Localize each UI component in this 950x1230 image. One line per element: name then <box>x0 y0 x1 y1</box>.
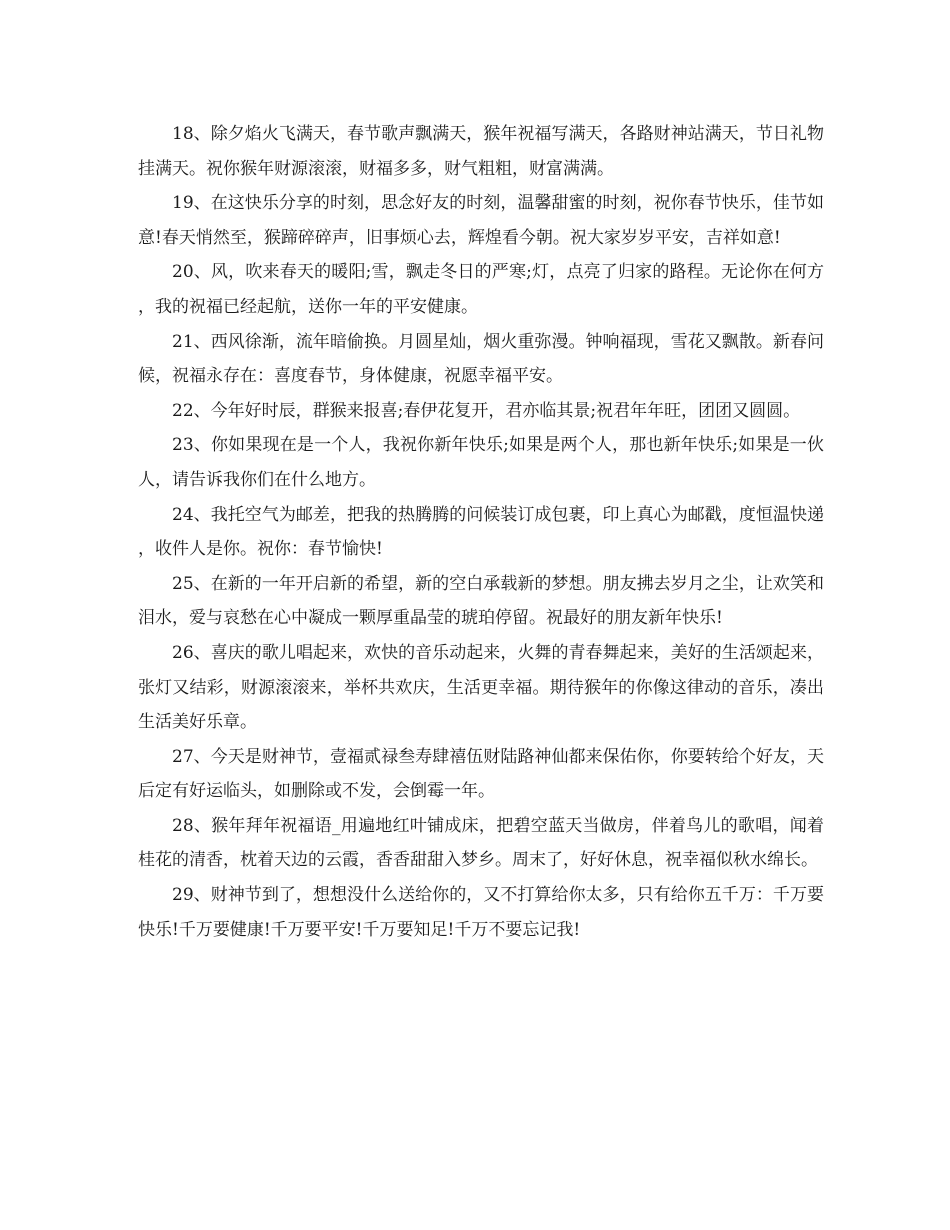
document-body <box>138 117 824 947</box>
paragraph-20: 20、风，吹来春天的暖阳;雪，飘走冬日的严寒;灯，点亮了归家的路程。无论你在何方，我的祝福已经起航，送你一年的平安健康。 <box>138 262 824 317</box>
paragraph-24: 24、我托空气为邮差，把我的热腾腾的问候装订成包裹，印上真心为邮戳，度恒温快递，收件人是你。祝你：春节愉快! <box>138 504 824 560</box>
paragraph-19: 19、在这快乐分享的时刻，思念好友的时刻，温馨甜蜜的时刻，祝你春节快乐，佳节如意!春天悄然至，猴蹄碎碎声，旧事烦心去，辉煌看今朝。祝大家岁岁平安，吉祥如意! <box>138 193 824 248</box>
paragraph-29: 29、财神节到了，想想没什么送给你的，又不打算给你太多，只有给你五千万：千万要快乐!千万要健康!千万要平安!千万要知足!千万不要忘记我! <box>138 885 824 940</box>
paragraph-22: 22、今年好时辰，群猴来报喜;春伊花复开，君亦临其景;祝君年年旺，团团又圆圆。 <box>172 400 801 421</box>
paragraph-21: 21、西风徐渐，流年暗偷换。月圆星灿，烟火重弥漫。钟响福现，雪花又飘散。新春问候，祝福永存在：喜度春节，身体健康，祝愿幸福平安。 <box>138 331 824 387</box>
paragraph-27: 27、今天是财神节，壹福贰禄叁寿肆禧伍财陆路神仙都来保佑你，你要转给个好友，天后定有好运临头，如删除或不发，会倒霉一年。 <box>138 746 824 802</box>
paragraph-26: 26、喜庆的歌儿唱起来，欢快的音乐动起来，火舞的青春舞起来，美好的生活颂起来，张灯又结彩，财源滚滚来，举杯共欢庆，生活更幸福。期待猴年的你像这律动的音乐，凑出生活美好乐章。 <box>138 642 824 733</box>
paragraph-25: 25、在新的一年开启新的希望，新的空白承载新的梦想。朋友拂去岁月之尘，让欢笑和泪水，爱与哀愁在心中凝成一颗厚重晶莹的琥珀停留。祝最好的朋友新年快乐! <box>138 573 824 629</box>
paragraph-18: 18、除夕焰火飞满天，春节歌声飘满天，猴年祝福写满天，各路财神站满天，节日礼物挂满天。祝你猴年财源滚滚，财福多多，财气粗粗，财富满满。 <box>138 124 824 179</box>
paragraph-23: 23、你如果现在是一个人，我祝你新年快乐;如果是两个人，那也新年快乐;如果是一伙人，请告诉我你们在什么地方。 <box>138 435 824 490</box>
paragraph-28: 28、猴年拜年祝福语_用遍地红叶铺成床，把碧空蓝天当做房，伴着鸟儿的歌唱，闻着桂花的清香，枕着天边的云霞，香香甜甜入梦乡。周末了，好好休息，祝幸福似秋水绵长。 <box>138 815 824 871</box>
